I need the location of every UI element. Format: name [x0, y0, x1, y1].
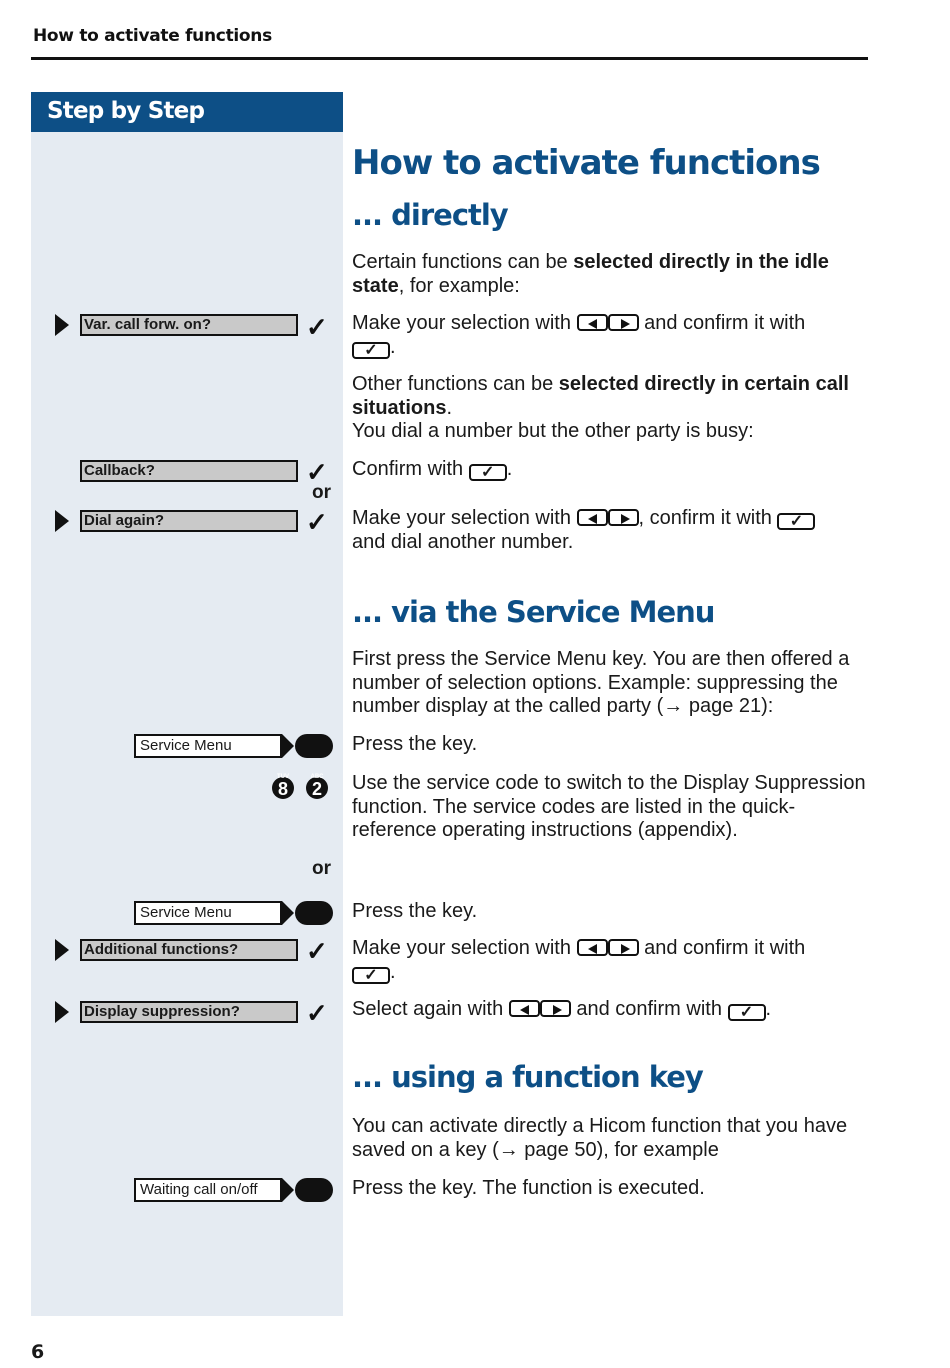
waiting-call-key-label: Waiting call on/off — [134, 1178, 282, 1202]
paragraph-dial-again: Make your selection with , confirm it with ✓ and dial another number. — [352, 507, 867, 554]
ok-key-icon: ✓ — [469, 464, 507, 481]
section-heading-function-key: ... using a function key — [352, 1060, 703, 1094]
left-arrow-key-icon — [577, 939, 608, 956]
display-dial-again[interactable]: Dial again? — [80, 510, 298, 532]
paragraph-service-intro: First press the Service Menu key. You are then offered a number of selection options. Example: suppressing the number display at the called party (→ page 21): — [352, 648, 850, 717]
digit-2-key[interactable]: ABC 2 — [306, 777, 328, 799]
section-heading-service-menu: ... via the Service Menu — [352, 595, 715, 629]
digit-8-key[interactable]: TUV 8 — [272, 777, 294, 799]
step-pointer-icon — [55, 510, 69, 532]
sidebar-header — [31, 92, 343, 132]
page-title: How to activate functions — [352, 143, 820, 183]
right-arrow-key-icon — [608, 314, 639, 331]
confirm-check-icon: ✓ — [306, 457, 328, 487]
paragraph-select-1: Make your selection with and confirm it with ✓ . — [352, 312, 806, 359]
ok-key-icon: ✓ — [352, 967, 390, 984]
service-menu-key[interactable] — [295, 901, 333, 925]
waiting-call-key[interactable] — [295, 1178, 333, 1202]
display-callback[interactable]: Callback? — [80, 460, 298, 482]
step-sidebar — [31, 92, 343, 1316]
right-arrow-key-icon — [608, 939, 639, 956]
section-heading-directly: ... directly — [352, 198, 508, 232]
ok-key-icon: ✓ — [728, 1004, 766, 1021]
left-arrow-key-icon — [577, 314, 608, 331]
service-menu-key-label: Service Menu — [134, 901, 282, 925]
step-pointer-icon — [55, 939, 69, 961]
display-var-call-forw[interactable]: Var. call forw. on? — [80, 314, 298, 336]
running-head: How to activate functions — [33, 26, 272, 46]
service-menu-key-label: Service Menu — [134, 734, 282, 758]
header-rule — [31, 57, 868, 60]
step-pointer-icon — [55, 1001, 69, 1023]
paragraph-select-again: Select again with and confirm with ✓ . — [352, 998, 772, 1021]
step-pointer-icon — [55, 314, 69, 336]
sidebar-title: Step by Step — [47, 98, 205, 124]
paragraph-function-key-intro: You can activate directly a Hicom function that you have saved on a key (→ page 50), for example — [352, 1115, 848, 1161]
confirm-check-icon: ✓ — [306, 312, 328, 342]
paragraph-press-key-1: Press the key. — [352, 733, 478, 755]
left-arrow-key-icon — [577, 509, 608, 526]
page-number: 6 — [31, 1341, 45, 1363]
confirm-check-icon: ✓ — [306, 936, 328, 966]
right-arrow-key-icon — [608, 509, 639, 526]
or-label: or — [312, 482, 331, 503]
left-arrow-key-icon — [509, 1000, 540, 1017]
paragraph-confirm: Confirm with ✓ . — [352, 458, 513, 481]
paragraph-call-situations: Other functions can be selected directly in certain call situations. You dial a number but the other party is busy: — [352, 373, 849, 442]
or-label: or — [312, 858, 331, 879]
display-additional-functions[interactable]: Additional functions? — [80, 939, 298, 961]
paragraph-press-function-key: Press the key. The function is executed. — [352, 1177, 705, 1199]
confirm-check-icon: ✓ — [306, 507, 328, 537]
paragraph-idle: Certain functions can be selected directly in the idle state, for example: — [352, 251, 829, 297]
service-menu-key[interactable] — [295, 734, 333, 758]
confirm-check-icon: ✓ — [306, 998, 328, 1028]
paragraph-select-2: Make your selection with and confirm it with ✓ . — [352, 937, 806, 984]
paragraph-press-key-2: Press the key. — [352, 900, 478, 922]
right-arrow-key-icon — [540, 1000, 571, 1017]
paragraph-service-code: Use the service code to switch to the Display Suppression function. The service codes are listed in the quick-reference operating instructions (appendix). — [352, 772, 866, 841]
ok-key-icon: ✓ — [352, 342, 390, 359]
ok-key-icon: ✓ — [777, 513, 815, 530]
display-display-suppression[interactable]: Display suppression? — [80, 1001, 298, 1023]
